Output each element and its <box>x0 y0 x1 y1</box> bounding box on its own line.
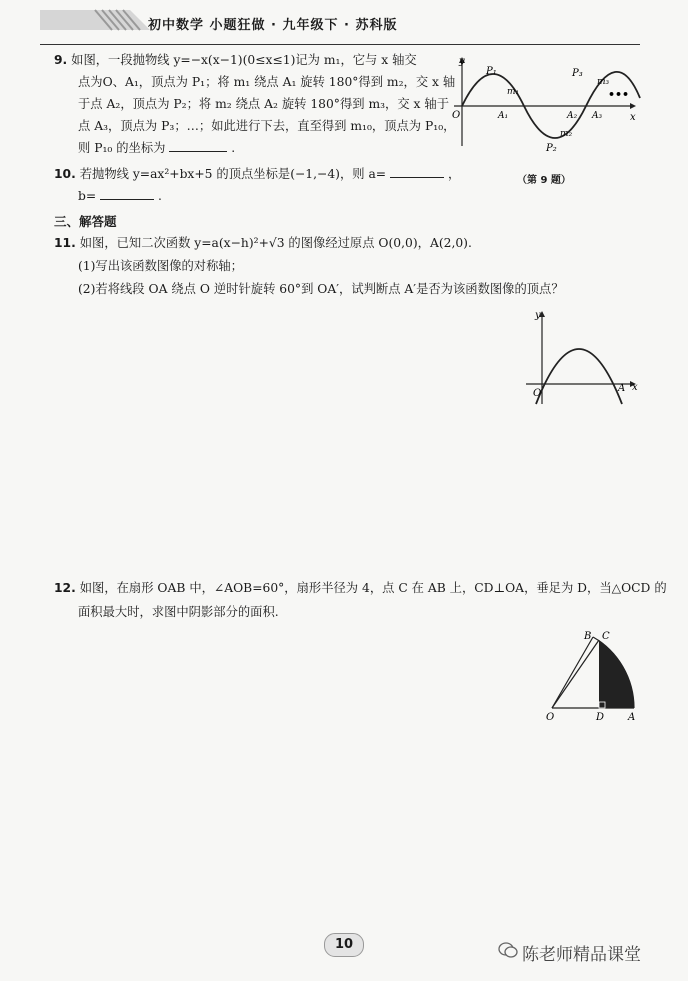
q10-line-2 <box>78 188 162 204</box>
q10-text-2: b= <box>78 189 97 203</box>
q9-fig-m1: m₁ <box>507 87 520 97</box>
q9-figure <box>450 54 646 154</box>
q12-fig-d: D <box>596 712 605 723</box>
q9-number: 9. <box>54 53 68 67</box>
q12-text-2: 面积最大时，求图中阴影部分的面积. <box>78 605 279 619</box>
q9-text-4: 点 A₃，顶点为 P₃；…；如此进行下去，直至得到 m₁₀，顶点为 P₁₀， <box>78 119 456 133</box>
q9-text-3: 于点 A₂，顶点为 P₂；将 m₂ 绕点 A₂ 旋转 180°得到 m₃，交 x 轴于 <box>78 97 449 111</box>
q9-fig-a2: A₂ <box>567 111 578 121</box>
q11-fig-o: O <box>533 388 542 399</box>
header-rule <box>40 44 640 45</box>
q9-fig-p2: P₂ <box>546 143 557 154</box>
page-number: 10 <box>324 933 364 957</box>
q11-text-2: (1)写出该函数图像的对称轴； <box>78 259 243 273</box>
q9-figure-caption: （第 9 题） <box>517 175 571 186</box>
q9-line-1 <box>54 52 417 68</box>
q9-fig-dots: ••• <box>608 88 630 101</box>
q12-fig-b: B <box>584 631 592 642</box>
q10-text-1-suffix: ， <box>447 167 461 181</box>
q11-line-1 <box>54 235 472 251</box>
q10-b-blank[interactable] <box>100 188 154 200</box>
q10-a-blank[interactable] <box>390 166 444 178</box>
q11-number: 11. <box>54 236 76 250</box>
q10-number: 10. <box>54 167 76 181</box>
q10-line-1 <box>54 166 460 182</box>
q12-figure <box>542 628 642 724</box>
section-title: 三、解答题 <box>54 214 117 229</box>
q9-fig-m2: m₂ <box>560 129 573 139</box>
q9-fig-m3: m₃ <box>597 77 610 87</box>
q9-fig-o: O <box>452 110 461 121</box>
q11-fig-y: y <box>535 310 541 321</box>
q11-fig-x: x <box>632 382 638 393</box>
q12-fig-c: C <box>602 631 610 642</box>
q11-text-3: (2)若将线段 OA 绕点 O 逆时针旋转 60°到 OA′，试判断点 A′是否为该函数图像的顶点？ <box>78 282 564 296</box>
q9-fig-y: y <box>459 56 465 67</box>
q11-text-1: 如图，已知二次函数 y=a(x−h)²+√3 的图像经过原点 O(0,0)，A(2,0). <box>79 236 472 250</box>
q9-answer-blank[interactable] <box>169 140 227 152</box>
q10-text-2-suffix: . <box>158 189 162 203</box>
q11-figure <box>522 308 642 408</box>
q12-fig-a: A <box>628 712 636 723</box>
q9-fig-a1: A₁ <box>498 111 509 121</box>
q9-fig-a3: A₃ <box>592 111 603 121</box>
q9-fig-p1: P₁ <box>486 66 497 77</box>
q11-fig-a: A <box>618 383 626 394</box>
q10-text-1: 若抛物线 y=ax²+bx+5 的顶点坐标是(−1,−4)，则 a= <box>79 167 387 181</box>
q9-last-prefix: 则 P₁₀ 的坐标为 <box>78 141 166 155</box>
q9-text-1: 如图，一段抛物线 y=−x(x−1)(0≤x≤1)记为 m₁，它与 x 轴交 <box>71 53 417 67</box>
page-header-title: 初中数学 小题狂做 · 九年级下 · 苏科版 <box>148 18 398 33</box>
q9-text-2: 点为O、A₁，顶点为 P₁；将 m₁ 绕点 A₁ 旋转 180°得到 m₂，交 x 轴 <box>78 75 456 89</box>
q12-number: 12. <box>54 581 76 595</box>
q9-last-suffix: . <box>231 141 236 155</box>
q9-line-5 <box>78 140 235 156</box>
q12-fig-o: O <box>546 712 555 723</box>
q9-fig-x: x <box>630 112 636 123</box>
watermark-text: 陈老师精品课堂 <box>522 945 641 965</box>
q12-text-1: 如图，在扇形 OAB 中，∠AOB=60°，扇形半径为 4，点 C 在 AB 上，CD⊥OA，垂足为 D，当△OCD 的 <box>79 581 667 595</box>
q12-line-1 <box>54 580 667 596</box>
q9-fig-p3: P₃ <box>572 68 583 79</box>
wechat-icon <box>498 941 518 959</box>
